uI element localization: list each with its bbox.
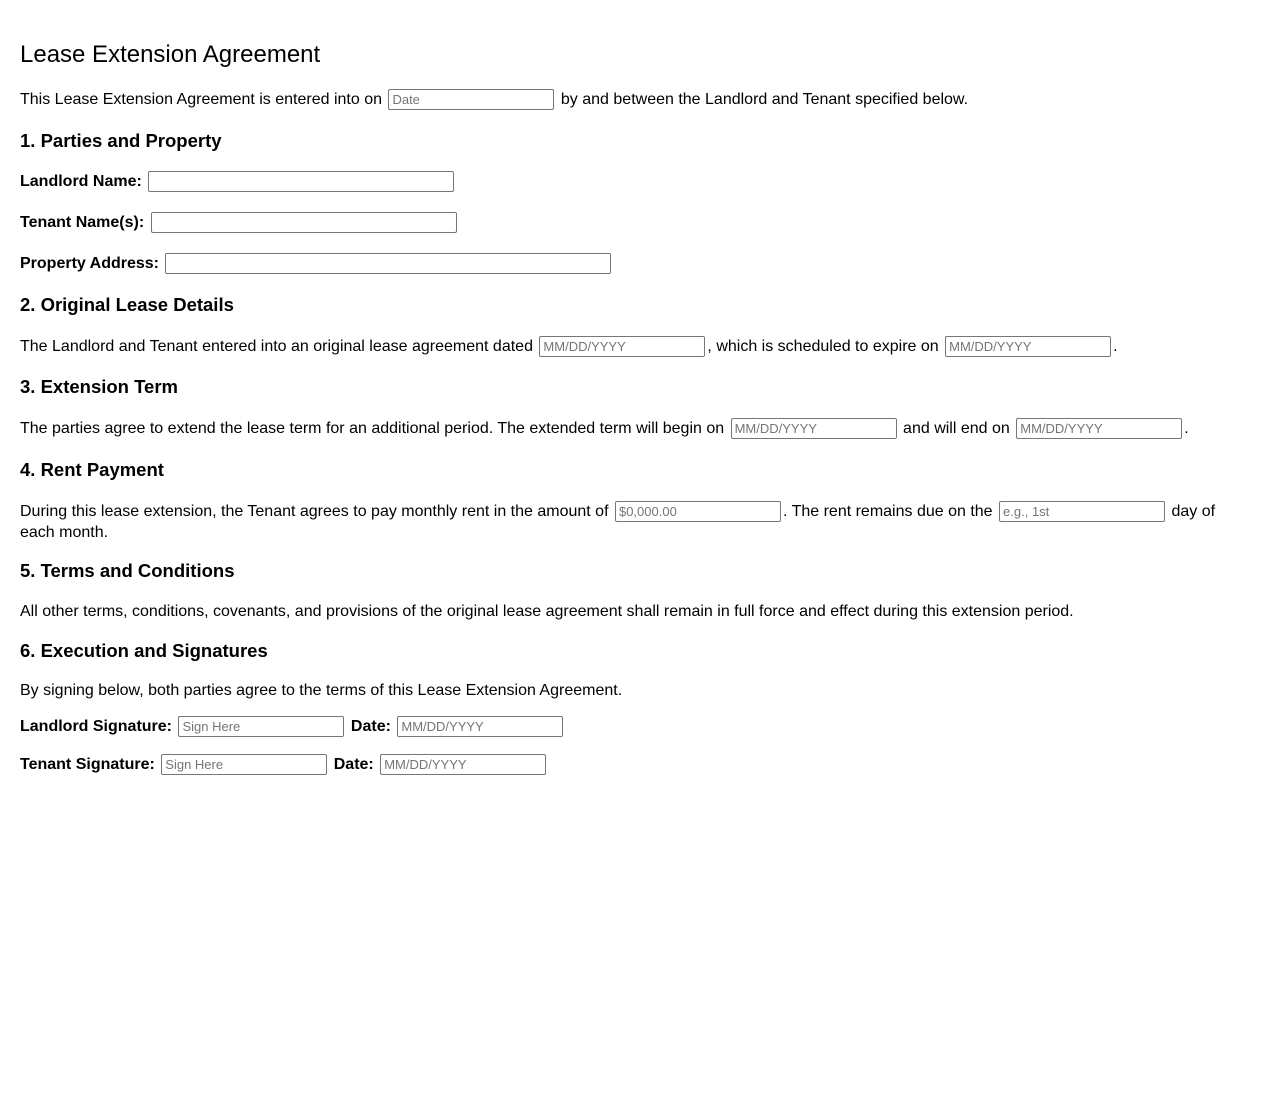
original-lease-text-after: .	[1113, 338, 1118, 355]
rent-paragraph	[20, 501, 1242, 543]
original-lease-date-input[interactable]	[539, 336, 705, 357]
rent-text-before: During this lease extension, the Tenant agrees to pay monthly rent in the amount of	[20, 503, 609, 520]
tenant-signature-input[interactable]	[161, 754, 327, 775]
document-title: Lease Extension Agreement	[20, 41, 321, 68]
property-address-input[interactable]	[165, 253, 611, 274]
extension-text-after: .	[1184, 420, 1189, 437]
landlord-name-input[interactable]	[148, 171, 454, 192]
landlord-signature-date-input[interactable]	[397, 716, 563, 737]
rent-text-after: day of each month.	[20, 503, 1216, 541]
landlord-name-row	[20, 171, 456, 192]
original-lease-expire-input[interactable]	[945, 336, 1111, 357]
section-heading-original-lease: 2. Original Lease Details	[20, 294, 234, 315]
tenant-name-row	[20, 212, 459, 233]
landlord-signature-input[interactable]	[178, 716, 344, 737]
landlord-signature-label: Landlord Signature:	[20, 718, 172, 735]
tenant-name-input[interactable]	[151, 212, 457, 233]
section-heading-extension: 3. Extension Term	[20, 376, 178, 397]
extension-text-before: The parties agree to extend the lease term for an additional period. The extended term will begin on	[20, 420, 725, 437]
rent-text-middle: . The rent remains due on the	[782, 503, 993, 520]
section-heading-parties: 1. Parties and Property	[20, 130, 222, 151]
section-heading-signatures: 6. Execution and Signatures	[20, 640, 268, 661]
original-lease-text-before: The Landlord and Tenant entered into an original lease agreement dated	[20, 338, 533, 355]
section-heading-terms: 5. Terms and Conditions	[20, 560, 235, 581]
intro-text-after: by and between the Landlord and Tenant specified below.	[560, 91, 969, 108]
tenant-signature-label: Tenant Signature:	[20, 756, 155, 773]
extension-text-middle: and will end on	[903, 420, 1010, 437]
intro-paragraph	[20, 89, 968, 110]
original-lease-paragraph	[20, 336, 1118, 357]
landlord-name-label: Landlord Name:	[20, 173, 142, 190]
rent-due-day-input[interactable]	[999, 501, 1165, 522]
landlord-signature-row	[20, 716, 565, 737]
original-lease-text-middle: , which is scheduled to expire on	[707, 338, 939, 355]
section-heading-rent: 4. Rent Payment	[20, 459, 164, 480]
extension-end-date-input[interactable]	[1016, 418, 1182, 439]
tenant-signature-row	[20, 754, 548, 775]
extension-begin-date-input[interactable]	[731, 418, 897, 439]
tenant-name-label: Tenant Name(s):	[20, 214, 145, 231]
rent-amount-input[interactable]	[615, 501, 781, 522]
landlord-date-label: Date:	[350, 718, 391, 735]
extension-paragraph	[20, 418, 1189, 439]
property-address-label: Property Address:	[20, 255, 159, 272]
tenant-signature-date-input[interactable]	[380, 754, 546, 775]
tenant-date-label: Date:	[333, 756, 374, 773]
signatures-paragraph: By signing below, both parties agree to the terms of this Lease Extension Agreement.	[20, 682, 623, 699]
property-address-row	[20, 253, 613, 274]
agreement-date-input[interactable]	[388, 89, 554, 110]
intro-text-before: This Lease Extension Agreement is entered into on	[20, 91, 382, 108]
terms-paragraph: All other terms, conditions, covenants, and provisions of the original lease agreement shall remain in full force and effect during this extension period.	[20, 603, 1074, 620]
